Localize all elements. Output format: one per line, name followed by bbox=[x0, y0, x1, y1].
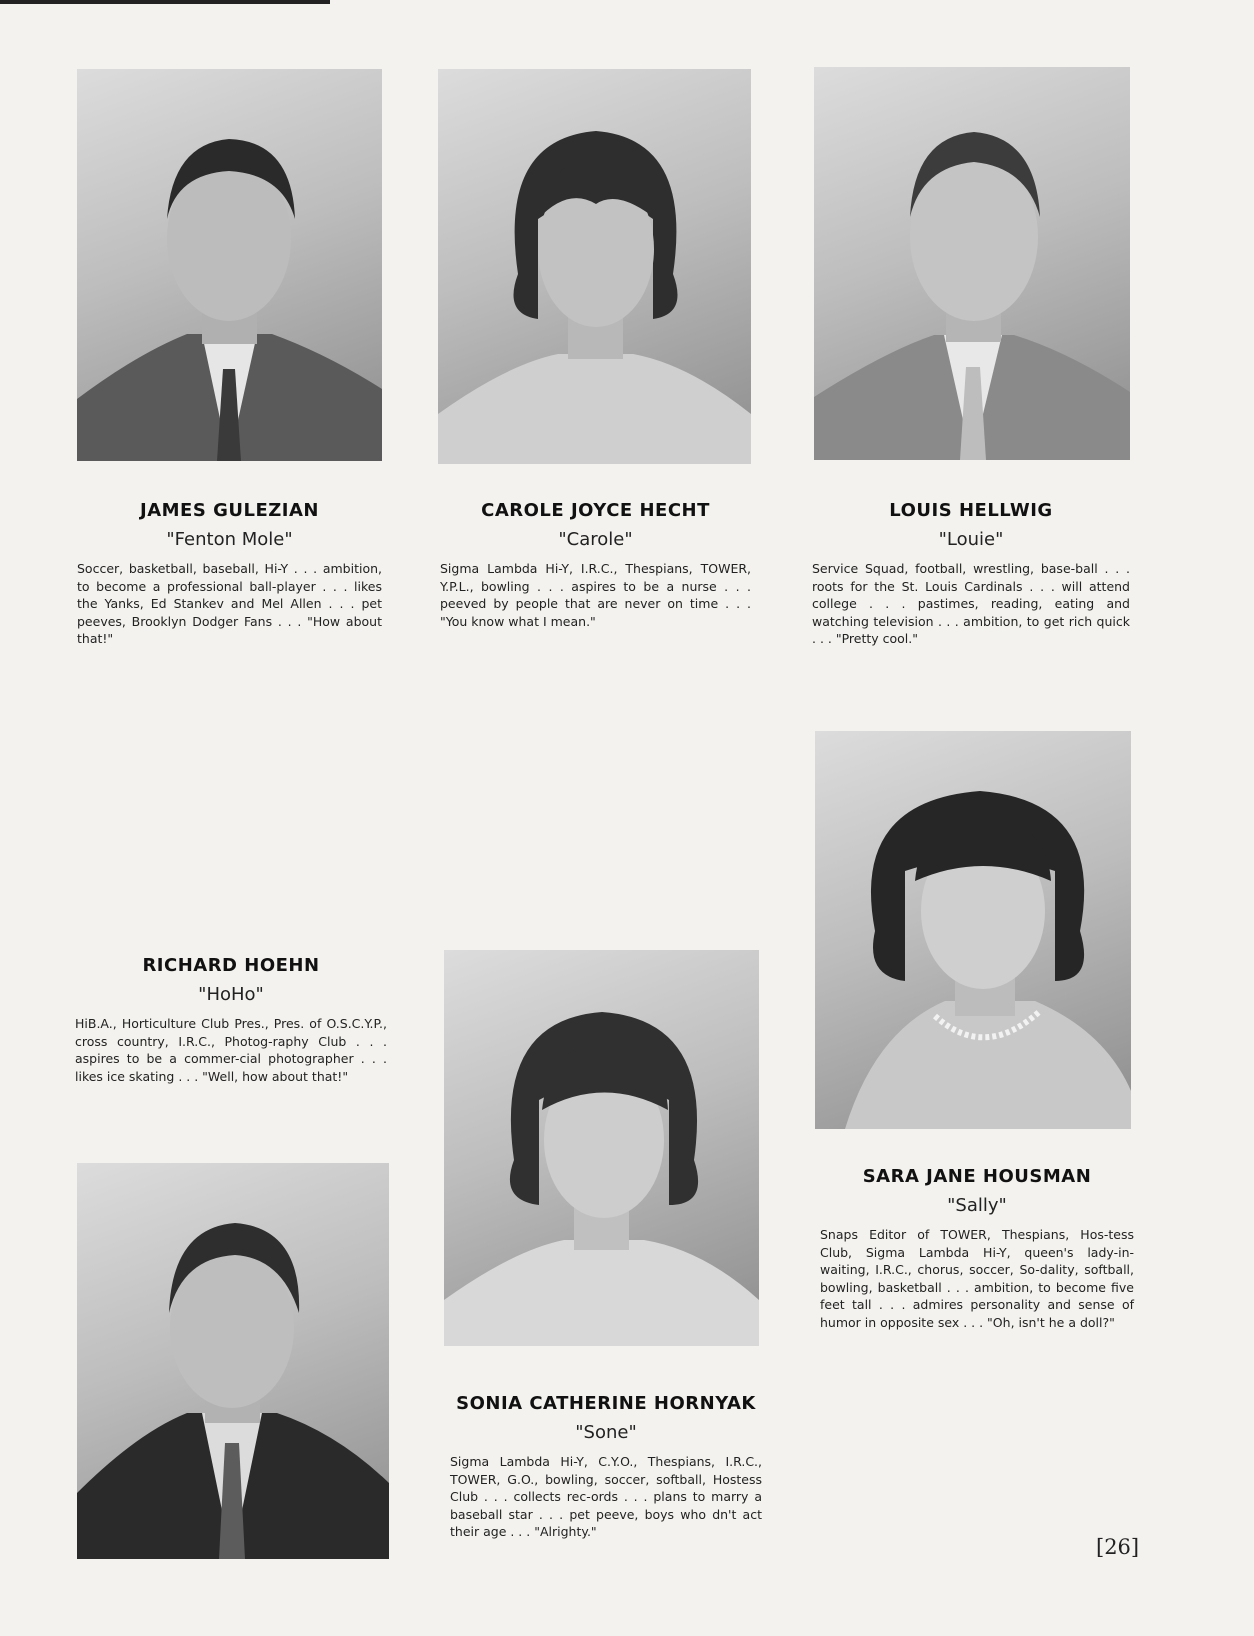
student-bio: Snaps Editor of TOWER, Thespians, Hos-tess Club, Sigma Lambda Hi-Y, queen's lady-in-waiting, I.R.C., chorus, soccer, So-dality, softball, bowling, basketball . . . ambition, to become five feet tall . . . admires personality and sense of humor in opposite sex . . . "Oh, isn't he a doll?" bbox=[820, 1227, 1134, 1330]
portrait-photo-sonia-catherine-hornyak bbox=[444, 950, 759, 1346]
student-bio: Soccer, basketball, baseball, Hi-Y . . . ambition, to become a professional ball-player . . . likes the Yanks, Ed Stankev and Mel Allen . . . pet peeves, Brooklyn Dodger Fans . . . "How about that!" bbox=[77, 561, 382, 646]
student-name: SARA JANE HOUSMAN bbox=[862, 1166, 1092, 1187]
student-bio: HiB.A., Horticulture Club Pres., Pres. of O.S.C.Y.P., cross country, I.R.C., Photog-raphy Club . . . aspires to be a commer-cial photographer . . . likes ice skating . . . "Well, how about that!" bbox=[75, 1016, 387, 1084]
student-bio: Service Squad, football, wrestling, base-ball . . . roots for the St. Louis Cardinals . . . will attend college . . . pastimes, reading, eating and watching television . . . ambition, to get rich quick . . . "Pretty cool." bbox=[812, 561, 1130, 646]
student-nickname: "HoHo" bbox=[198, 984, 264, 1005]
portrait-photo-sara-jane-housman bbox=[815, 731, 1131, 1129]
portrait-photo-louis-hellwig bbox=[814, 67, 1130, 460]
student-name: SONIA CATHERINE HORNYAK bbox=[456, 1393, 756, 1414]
student-entry-louis-hellwig bbox=[812, 500, 1130, 648]
student-nickname: "Louie" bbox=[938, 529, 1004, 550]
student-nickname: "Sone" bbox=[575, 1422, 637, 1443]
top-edge-mark bbox=[0, 0, 330, 4]
student-entry-james-gulezian bbox=[77, 500, 382, 648]
student-nickname: "Sally" bbox=[947, 1195, 1007, 1216]
portrait-photo-richard-hoehn bbox=[77, 1163, 389, 1559]
student-name: LOUIS HELLWIG bbox=[889, 500, 1053, 521]
student-name: JAMES GULEZIAN bbox=[140, 500, 319, 521]
student-entry-carole-joyce-hecht bbox=[440, 500, 751, 630]
student-nickname: "Carole" bbox=[558, 529, 633, 550]
portrait-photo-james-gulezian bbox=[77, 69, 382, 461]
student-bio: Sigma Lambda Hi-Y, I.R.C., Thespians, TOWER, Y.P.L., bowling . . . aspires to be a nurse . . . peeved by people that are never on time . . . "You know what I mean." bbox=[440, 561, 751, 629]
student-entry-richard-hoehn bbox=[75, 955, 387, 1085]
page-number: [26] bbox=[1096, 1535, 1140, 1559]
student-name: CAROLE JOYCE HECHT bbox=[481, 500, 710, 521]
student-nickname: "Fenton Mole" bbox=[166, 529, 293, 550]
student-name: RICHARD HOEHN bbox=[142, 955, 320, 976]
student-entry-sonia-catherine-hornyak bbox=[450, 1393, 762, 1541]
student-entry-sara-jane-housman bbox=[820, 1166, 1134, 1331]
portrait-photo-carole-joyce-hecht bbox=[438, 69, 751, 464]
student-bio: Sigma Lambda Hi-Y, C.Y.O., Thespians, I.R.C., TOWER, G.O., bowling, soccer, softball, Hostess Club . . . collects rec-ords . . . plans to marry a baseball star . . . pet peeve, boys who dn't act their age . . . "Alrighty." bbox=[450, 1454, 762, 1539]
